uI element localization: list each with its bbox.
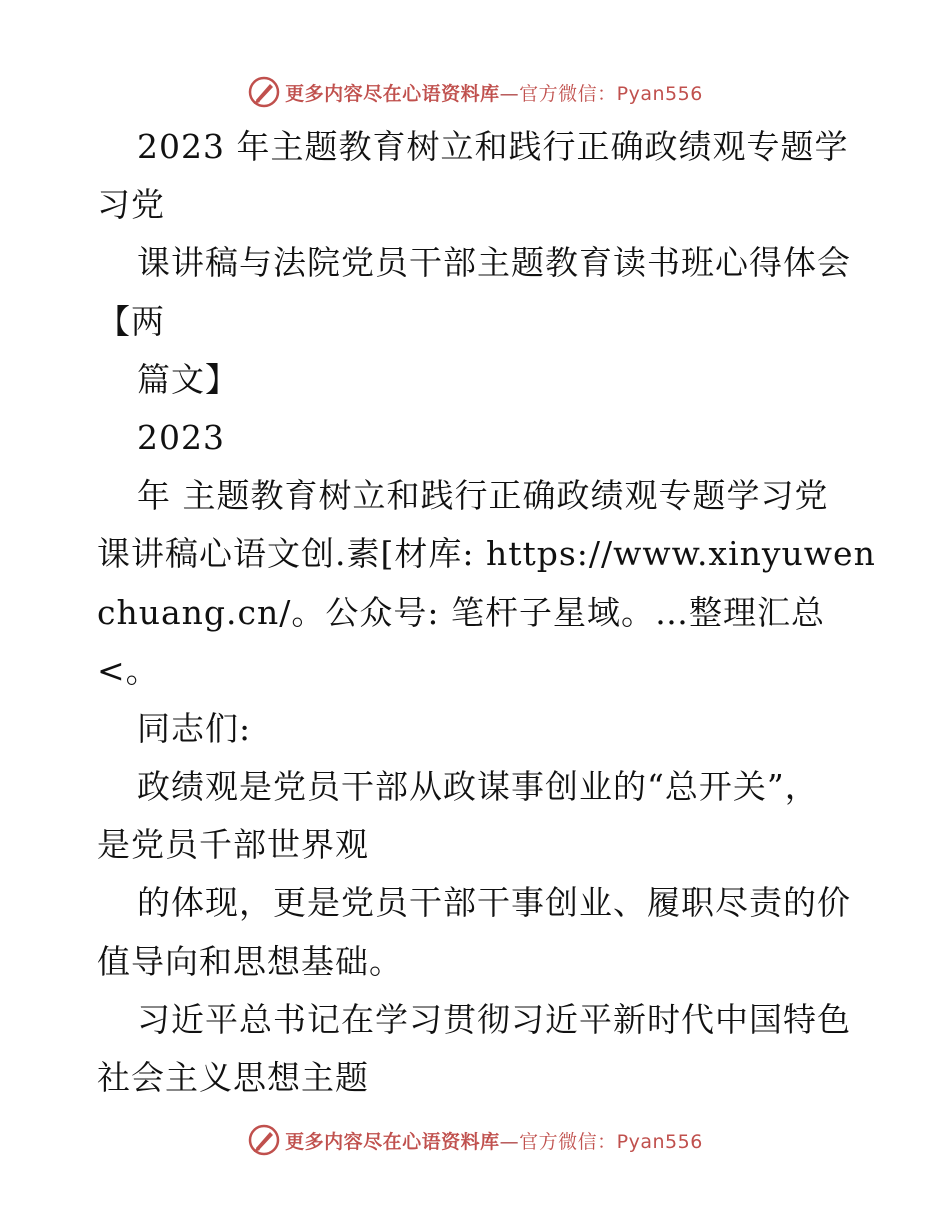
text-line: 课讲稿与法院党员干部主题教育读书班心得体会 — [137, 243, 851, 283]
pen-logo-icon — [247, 75, 281, 109]
text-line: 是党员千部世界观 — [97, 825, 369, 865]
text-line: 2023 — [137, 417, 225, 457]
footer-wechat: 官方微信：Pyan556 — [519, 1130, 703, 1153]
text-line: chuang.cn/。公众号: 笔杆子星域。…整理汇总 — [97, 592, 825, 632]
text-line: 习党 — [97, 185, 165, 225]
footer-separator: — — [499, 1130, 520, 1153]
header-wechat: 官方微信：Pyan556 — [519, 82, 703, 105]
text-line: 篇文】 — [137, 359, 239, 399]
text-line: 年 主题教育树立和践行正确政绩观专题学习党 — [137, 476, 829, 516]
header-promo: 更多内容尽在心语资料库 — [285, 82, 500, 105]
text-line: 课讲稿心语文创.素[材库: https://www.xinyuwen — [97, 534, 876, 574]
text-line: 政绩观是党员干部从政谋事创业的“总开关”， — [137, 767, 819, 807]
text-line: 2023 年主题教育树立和践行正确政绩观专题学 — [137, 127, 849, 166]
pen-logo-icon — [247, 1123, 281, 1157]
text-line: 【两 — [97, 301, 165, 341]
text-line: 值导向和思想基础。 — [97, 941, 403, 981]
footer-promo: 更多内容尽在心语资料库 — [285, 1130, 500, 1153]
text-line: <。 — [97, 650, 160, 690]
footer-banner-text — [285, 1127, 703, 1154]
text-line: 社会主义思想主题 — [97, 1058, 369, 1097]
header-banner-text — [285, 79, 703, 106]
text-line: 同志们: — [137, 708, 252, 748]
header-separator: — — [499, 82, 520, 105]
document-body — [97, 118, 876, 1107]
text-line: 的体现，更是党员干部干事创业、履职尽责的价 — [137, 883, 851, 923]
text-line: 习近平总书记在学习贯彻习近平新时代中国特色 — [137, 999, 851, 1039]
footer-banner — [0, 1120, 950, 1160]
header-banner — [0, 72, 950, 112]
